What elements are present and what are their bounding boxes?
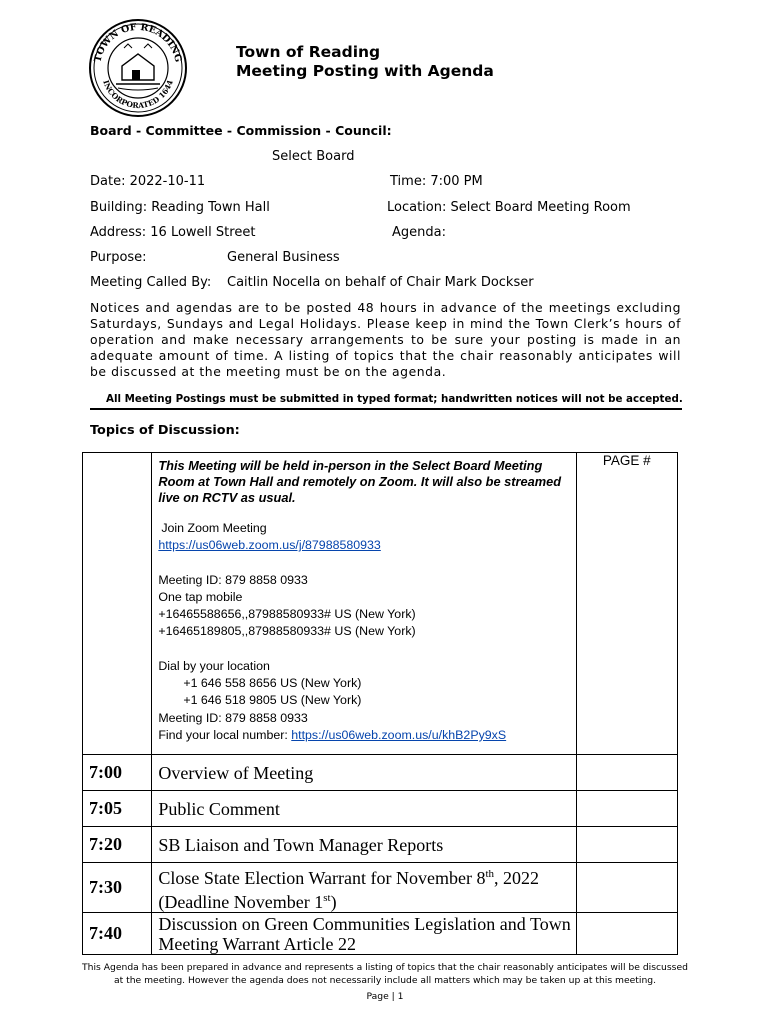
agenda-time: 7:40: [83, 913, 152, 955]
agenda-topic: Overview of Meeting: [152, 755, 576, 791]
zoom-find-local-label: Find your local number:: [158, 727, 292, 742]
zoom-tap-number-1: +16465588656,,87988580933# US (New York): [158, 607, 416, 622]
page-cell: [576, 913, 677, 955]
zoom-tap-number-2: +16465189805,,87988580933# US (New York): [158, 624, 416, 639]
seal-text-top: TOWN OF READING: [92, 21, 184, 64]
agenda-time: 7:00: [83, 755, 152, 791]
zoom-dial-number-2: +1 646 518 9805 US (New York): [183, 693, 362, 708]
board-label: Board - Committee - Commission - Council:: [90, 123, 392, 138]
page-cell: [576, 791, 677, 827]
purpose-label: Purpose:: [90, 250, 147, 265]
footer-line-2: at the meeting. However the agenda does not necessarily include all matters which may be taken up at this meeting.: [113, 974, 657, 986]
agenda-topic: [152, 863, 576, 913]
footer-disclaimer: [82, 962, 688, 987]
agenda-topic: [152, 913, 576, 955]
topic-text: Meeting Warrant Article 22: [158, 933, 356, 954]
topic-text: Close State Election Warrant for November 8: [158, 867, 486, 888]
purpose-value: General Business: [227, 250, 340, 265]
typed-format-notice: All Meeting Postings must be submitted in typed format; handwritten notices will not be accepted.: [106, 393, 683, 405]
title-line-2: Meeting Posting with Agenda: [236, 62, 494, 80]
document-title: [236, 43, 494, 81]
zoom-meeting-id: Meeting ID: 879 8858 0933: [158, 572, 308, 587]
meeting-intro: This Meeting will be held in-person in the Select Board Meeting Room at Town Hall and remotely on Zoom. It will also be streamed live on RCTV as usual.: [158, 458, 562, 505]
table-row: [83, 827, 678, 863]
topic-text: (Deadline November 1: [158, 891, 324, 912]
title-line-1: Town of Reading: [236, 43, 381, 61]
table-row: [83, 863, 678, 913]
zoom-dial-label: Dial by your location: [158, 658, 270, 673]
topic-cell: [152, 453, 576, 755]
agenda-table: [82, 452, 678, 955]
page-cell: [576, 755, 677, 791]
agenda-time: 7:05: [83, 791, 152, 827]
seal-text-bottom: INCORPORATED 1644: [101, 78, 175, 111]
time-field: Time: 7:00 PM: [390, 174, 483, 189]
page-number-header: PAGE #: [576, 453, 677, 755]
footer-line-1: This Agenda has been prepared in advance and represents a listing of topics that the chair reasonably anticipates will be discussed: [82, 962, 688, 973]
divider: [90, 408, 682, 410]
posting-notice: Notices and agendas are to be posted 48 hours in advance of the meetings excluding Saturdays, Sundays and Legal Holidays. Please keep in mind the Town Clerk’s hours of operation and make necessary arrangements to be sure your posting is made in an adequate amount of time. A listing of topics that the chair reasonably anticipates will be discussed at the meeting must be on the agenda.: [90, 300, 681, 379]
called-by-label: Meeting Called By:: [90, 275, 212, 290]
building-field: Building: Reading Town Hall: [90, 200, 270, 215]
town-seal-logo: [88, 18, 188, 118]
agenda-field: Agenda:: [392, 225, 446, 240]
topic-text: Discussion on Green Communities Legislation and Town: [158, 913, 571, 934]
topic-superscript: th: [485, 867, 495, 880]
zoom-one-tap-label: One tap mobile: [158, 589, 243, 604]
zoom-meeting-id-2: Meeting ID: 879 8858 0933: [158, 710, 308, 725]
zoom-dial-number-1: +1 646 558 8656 US (New York): [183, 676, 362, 691]
page-cell: [576, 827, 677, 863]
zoom-find-local-link[interactable]: https://us06web.zoom.us/u/khB2Py9xS: [291, 727, 507, 742]
table-row: [83, 755, 678, 791]
topic-superscript: st: [323, 891, 331, 904]
topic-text: ): [330, 891, 337, 912]
agenda-time: 7:30: [83, 863, 152, 913]
table-row: [83, 913, 678, 955]
topics-heading: Topics of Discussion:: [90, 423, 240, 438]
date-field: Date: 2022-10-11: [90, 174, 206, 189]
page-number: Page | 1: [366, 991, 404, 1002]
zoom-details: [158, 520, 569, 744]
table-row: [83, 453, 678, 755]
agenda-topic: SB Liaison and Town Manager Reports: [152, 827, 576, 863]
zoom-meeting-link[interactable]: https://us06web.zoom.us/j/87988580933: [158, 538, 381, 553]
page-cell: [576, 863, 677, 913]
called-by-value: Caitlin Nocella on behalf of Chair Mark Dockser: [227, 275, 534, 290]
zoom-join-label: Join Zoom Meeting: [161, 521, 267, 535]
agenda-topic: Public Comment: [152, 791, 576, 827]
agenda-time: 7:20: [83, 827, 152, 863]
address-field: Address: 16 Lowell Street: [90, 225, 256, 240]
topic-text: , 2022: [494, 867, 540, 888]
location-field: Location: Select Board Meeting Room: [387, 200, 631, 215]
time-cell: [83, 453, 152, 755]
board-name: Select Board: [272, 149, 355, 164]
table-row: [83, 791, 678, 827]
